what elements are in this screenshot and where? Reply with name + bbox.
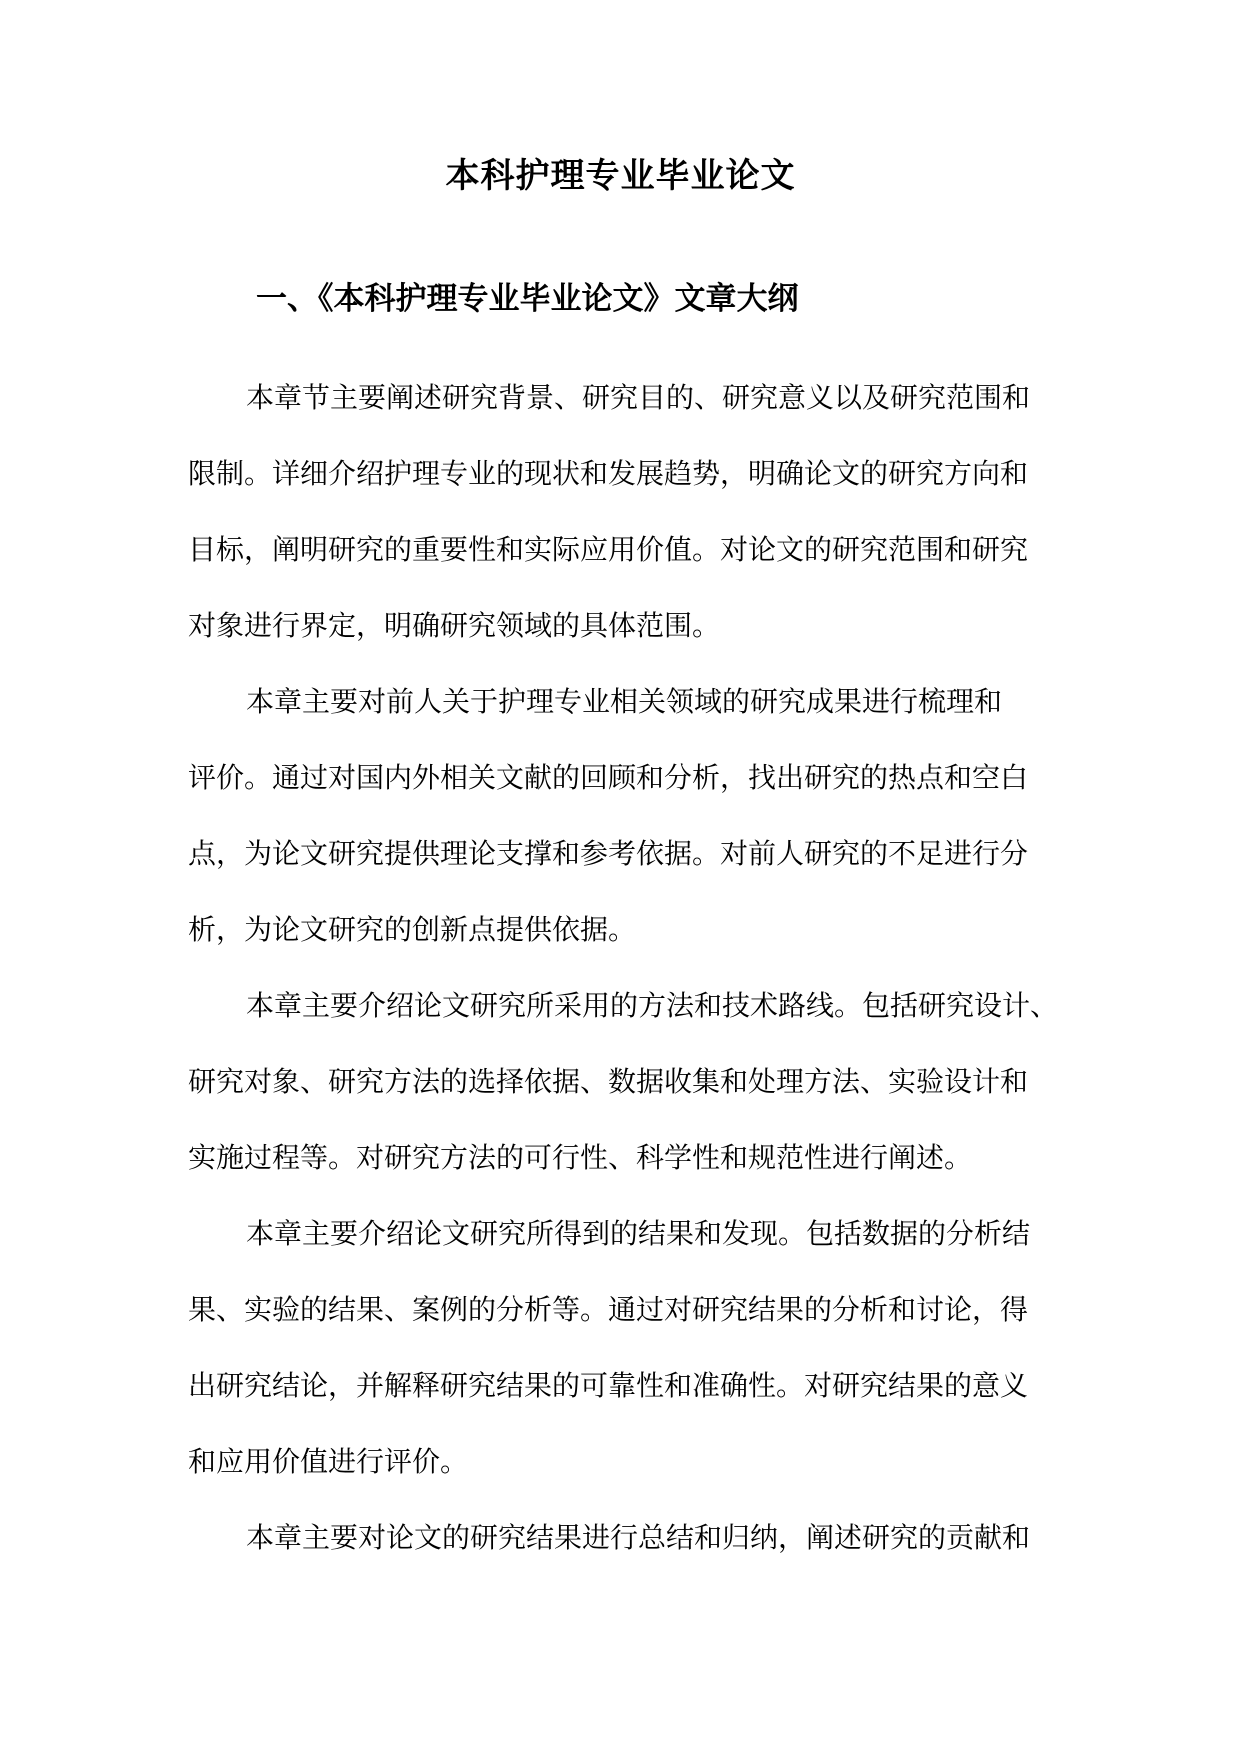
paragraph-line: 本章主要对前人关于护理专业相关领域的研究成果进行梳理和 — [246, 685, 1003, 718]
paragraph-line: 点，为论文研究提供理论支撑和参考依据。对前人研究的不足进行分 — [188, 837, 1029, 870]
paragraph-line: 目标，阐明研究的重要性和实际应用价值。对论文的研究范围和研究 — [188, 533, 1029, 566]
paragraph-line: 本章主要介绍论文研究所采用的方法和技术路线。包括研究设计、 — [246, 989, 1059, 1022]
paragraph-line: 果、实验的结果、案例的分析等。通过对研究结果的分析和讨论，得 — [188, 1293, 1029, 1326]
section-heading: 一、《本科护理专业毕业论文》文章大纲 — [256, 281, 799, 317]
paragraph-line: 评价。通过对国内外相关文献的回顾和分析，找出研究的热点和空白 — [188, 761, 1029, 794]
paragraph-line: 研究对象、研究方法的选择依据、数据收集和处理方法、实验设计和 — [188, 1065, 1029, 1098]
paragraph-2 — [188, 664, 1056, 968]
paragraph-line: 本章主要对论文的研究结果进行总结和归纳，阐述研究的贡献和 — [246, 1521, 1031, 1554]
paragraph-line: 和应用价值进行评价。 — [188, 1445, 469, 1478]
paragraph-5 — [188, 1500, 1056, 1576]
paragraph-line: 本章节主要阐述研究背景、研究目的、研究意义以及研究范围和 — [246, 381, 1031, 414]
paragraph-line: 本章主要介绍论文研究所得到的结果和发现。包括数据的分析结 — [246, 1217, 1031, 1250]
paragraph-line: 限制。详细介绍护理专业的现状和发展趋势，明确论文的研究方向和 — [188, 457, 1029, 490]
paragraph-line: 析，为论文研究的创新点提供依据。 — [188, 913, 637, 946]
document-title: 本科护理专业毕业论文 — [445, 156, 796, 196]
paragraph-line: 对象进行界定，明确研究领域的具体范围。 — [188, 609, 721, 642]
paragraph-line: 出研究结论，并解释研究结果的可靠性和准确性。对研究结果的意义 — [188, 1369, 1029, 1402]
paragraph-1 — [188, 360, 1056, 664]
body-text — [188, 360, 1059, 1576]
paragraph-4 — [188, 1196, 1056, 1500]
paragraph-3 — [188, 968, 1059, 1196]
paragraph-line: 实施过程等。对研究方法的可行性、科学性和规范性进行阐述。 — [188, 1141, 973, 1174]
